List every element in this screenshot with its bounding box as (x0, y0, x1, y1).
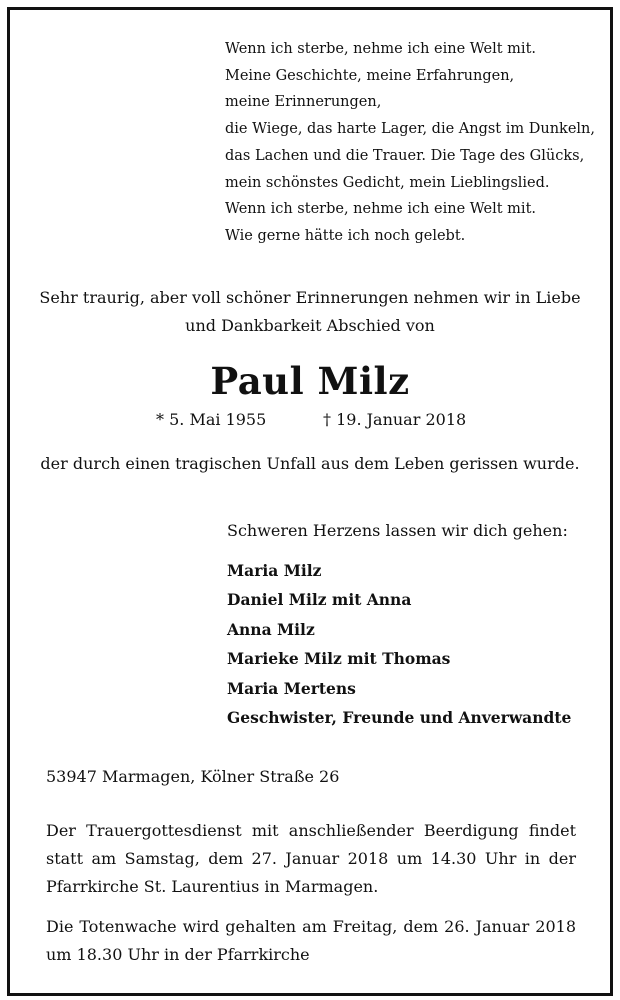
poem-line: das Lachen und die Trauer. Die Tage des Glücks, (225, 147, 585, 164)
mourner: Anna Milz (227, 619, 315, 639)
poem-line: Wenn ich sterbe, nehme ich eine Welt mit. (225, 41, 537, 57)
birth-date: * 5. Mai 1955 (156, 410, 267, 429)
poem-line: meine Erinnerungen, (225, 94, 382, 111)
wake-info: Die Totenwache wird gehalten am Freitag, dem 26. Januar 2018 um 18.30 Uhr in der Pfarrkirche (46, 917, 576, 964)
deceased-name: Paul Milz (210, 359, 410, 403)
poem-line: Wenn ich sterbe, nehme ich eine Welt mit. (225, 201, 537, 218)
poem-line: die Wiege, das harte Lager, die Angst im Dunkeln, (225, 121, 595, 138)
intro-line-2: und Dankbarkeit Abschied von (185, 316, 435, 335)
poem-line: mein schönstes Gedicht, mein Lieblingslied. (225, 174, 550, 191)
mourner: Marieke Milz mit Thomas (227, 649, 451, 669)
poem (225, 36, 595, 250)
intro-line-1: Sehr traurig, aber voll schöner Erinnerungen nehmen wir in Liebe (39, 288, 581, 307)
address: 53947 Marmagen, Kölner Straße 26 (46, 767, 340, 786)
mourners-list (227, 556, 571, 732)
death-date: † 19. Januar 2018 (323, 410, 467, 429)
poem-line: Wie gerne hätte ich noch gelebt. (225, 227, 466, 244)
cause-of-death: der durch einen tragischen Unfall aus dem Leben gerissen wurde. (40, 454, 580, 473)
mourner: Maria Milz (227, 561, 322, 580)
intro-text (20, 284, 600, 340)
funeral-service-info: Der Trauergottesdienst mit anschließender Beerdigung findet statt am Samstag, dem 27. Januar 2018 um 14.30 Uhr in der Pfarrkirche St. Laurentius in Marmagen. (46, 821, 576, 896)
mourner: Geschwister, Freunde und Anverwandte (227, 708, 572, 728)
mourner: Maria Mertens (227, 678, 356, 698)
mourners-intro: Schweren Herzens lassen wir dich gehen: (227, 521, 568, 540)
mourner: Daniel Milz mit Anna (227, 590, 412, 610)
poem-line: Meine Geschichte, meine Erfahrungen, (225, 67, 515, 84)
